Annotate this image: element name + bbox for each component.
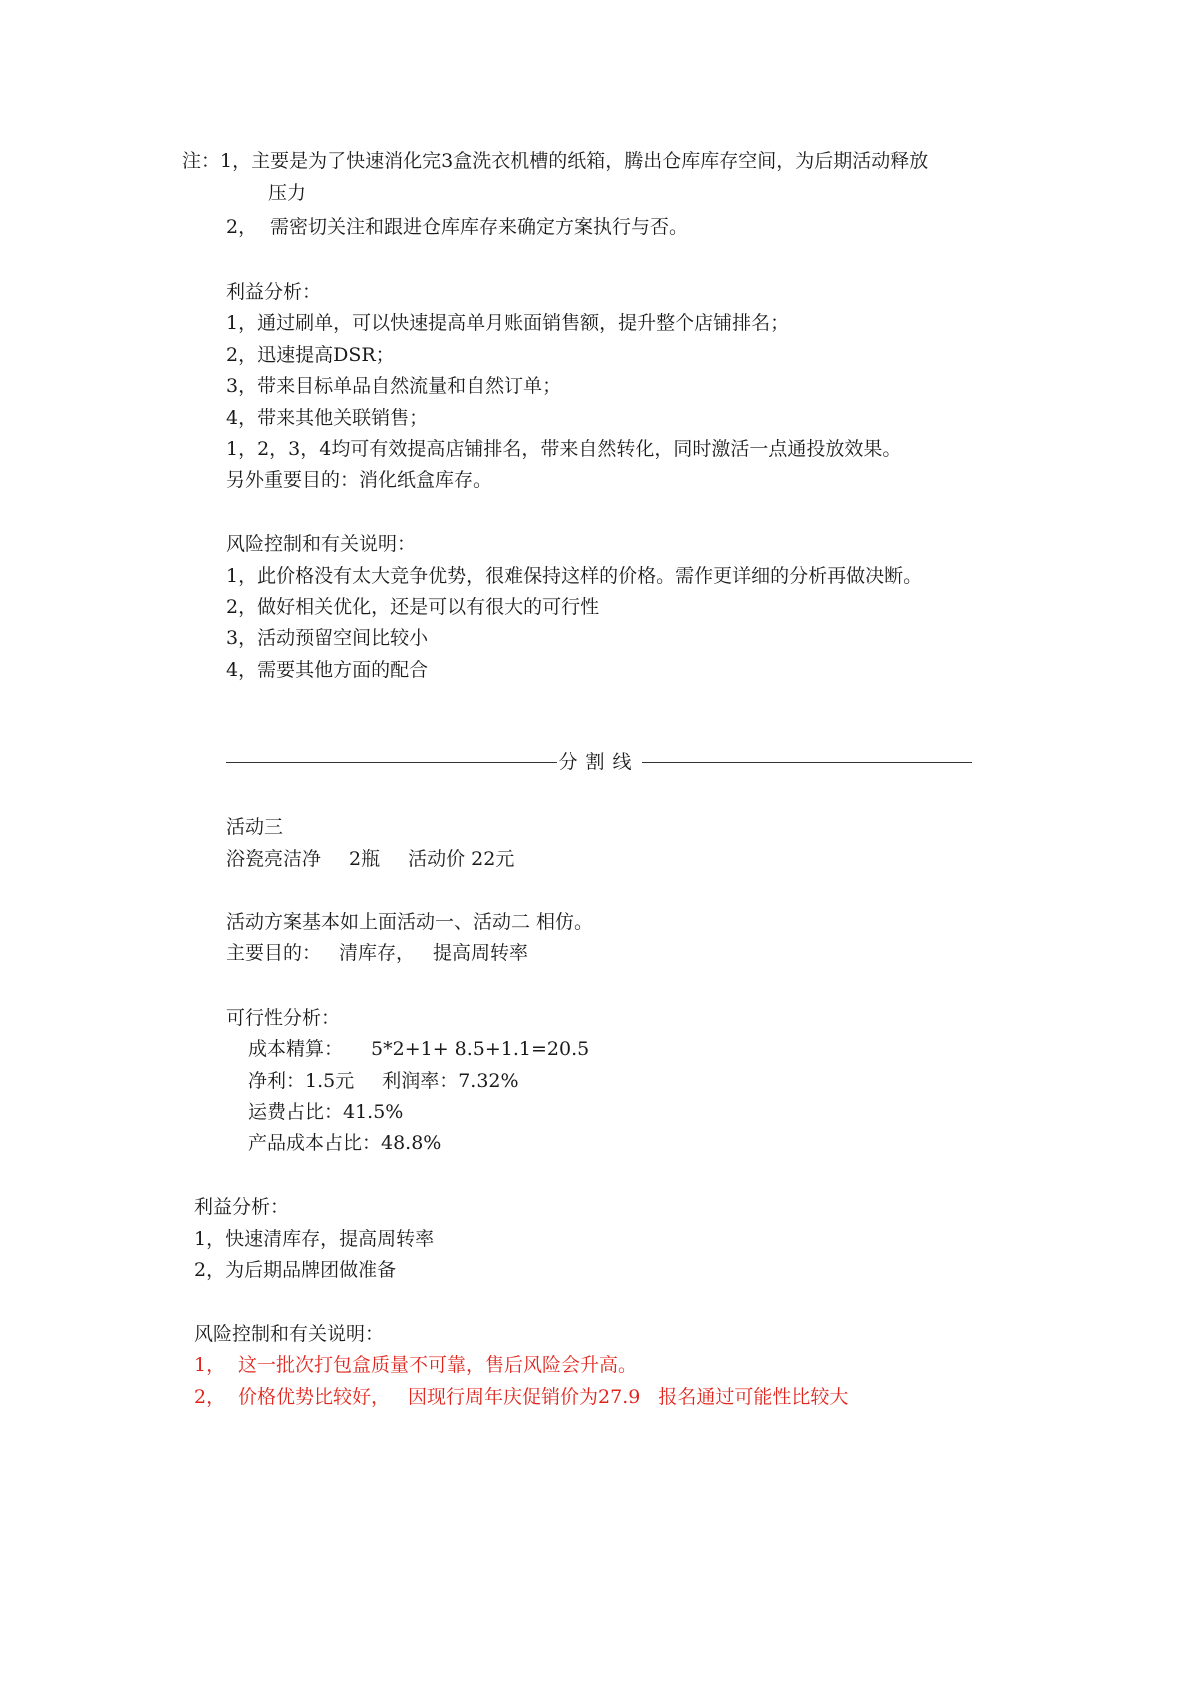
note-line-2 xyxy=(226,213,688,241)
note-prefix: 注： xyxy=(182,150,221,172)
activity3-price: 活动价 22元 xyxy=(408,848,515,870)
benefit2-title: 利益分析： xyxy=(194,1196,290,1218)
feasibility-title: 可行性分析： xyxy=(226,1007,341,1029)
risk2-item-2-text-b: 因现行周年庆促销价为27.9 xyxy=(408,1386,641,1408)
activity3-goal xyxy=(226,939,528,967)
feasibility-profit-row xyxy=(248,1067,519,1095)
feasibility-cost-formula: 5*2+1+ 8.5+1.1=20.5 xyxy=(371,1038,590,1060)
section-divider xyxy=(226,748,972,776)
risk1-item: 2，做好相关优化，还是可以有很大的可行性 xyxy=(226,596,600,618)
benefit1-item: 2，迅速提高DSR； xyxy=(226,344,395,366)
risk2-item-2-text-a: 价格优势比较好， xyxy=(238,1386,391,1408)
benefit1-item: 1，2，3，4均可有效提高店铺排名，带来自然转化，同时激活一点通投放效果。 xyxy=(226,438,902,460)
activity3-quantity: 2瓶 xyxy=(349,848,381,870)
note-item1-continuation: 压力 xyxy=(268,182,307,204)
divider-rule-left xyxy=(226,762,557,763)
risk1-item: 3，活动预留空间比较小 xyxy=(226,627,429,649)
risk1-item: 4，需要其他方面的配合 xyxy=(226,659,429,681)
benefit1-title: 利益分析： xyxy=(226,281,322,303)
activity3-goal-label: 主要目的： xyxy=(226,942,322,964)
risk2-item-2 xyxy=(194,1383,848,1411)
activity3-goal-a: 清库存， xyxy=(339,942,416,964)
risk2-item-1-text: 这一批次打包盒质量不可靠，售后风险会升高。 xyxy=(238,1354,638,1376)
feasibility-profit: 净利：1.5元 xyxy=(248,1070,355,1092)
divider-label: 分割线 xyxy=(558,751,640,773)
benefit1-item: 3，带来目标单品自然流量和自然订单； xyxy=(226,375,562,397)
note-item2-text: 需密切关注和跟进仓库库存来确定方案执行与否。 xyxy=(270,216,689,238)
note-item2-number: 2， xyxy=(226,216,258,238)
risk2-item-1 xyxy=(194,1351,637,1379)
benefit1-item: 4，带来其他关联销售； xyxy=(226,407,429,429)
activity3-summary xyxy=(226,845,514,873)
risk2-item-2-text-c: 报名通过可能性比较大 xyxy=(658,1386,849,1408)
benefit2-item: 1，快速清库存，提高周转率 xyxy=(194,1228,435,1250)
benefit2-item: 2，为后期品牌团做准备 xyxy=(194,1259,397,1281)
feasibility-freight: 运费占比：41.5% xyxy=(248,1101,404,1123)
note-item1-text: 主要是为了快速消化完3盒洗衣机槽的纸箱，腾出仓库库存空间，为后期活动释放 xyxy=(251,150,929,172)
benefit1-item: 1，通过刷单，可以快速提高单月账面销售额，提升整个店铺排名； xyxy=(226,312,790,334)
risk1-title: 风险控制和有关说明： xyxy=(226,533,417,555)
feasibility-cost-label: 成本精算： xyxy=(248,1038,344,1060)
feasibility-cost xyxy=(248,1035,589,1063)
risk2-item-2-number: 2， xyxy=(194,1386,226,1408)
risk1-item: 1，此价格没有太大竞争优势，很难保持这样的价格。需作更详细的分析再做决断。 xyxy=(226,565,923,587)
feasibility-product-cost: 产品成本占比：48.8% xyxy=(248,1132,442,1154)
risk2-title: 风险控制和有关说明： xyxy=(194,1323,385,1345)
activity3-plan: 活动方案基本如上面活动一、活动二 相仿。 xyxy=(226,911,594,933)
note-item1-number: 1， xyxy=(220,150,252,172)
divider-rule-right xyxy=(642,762,973,763)
note-line-1-continuation xyxy=(268,179,306,207)
feasibility-margin: 利润率：7.32% xyxy=(382,1070,519,1092)
note-line-1 xyxy=(182,147,928,175)
risk2-item-1-number: 1， xyxy=(194,1354,226,1376)
benefit1-item: 另外重要目的：消化纸盒库存。 xyxy=(226,469,493,491)
activity3-title: 活动三 xyxy=(226,816,284,838)
activity3-product: 浴瓷亮洁净 xyxy=(226,848,322,870)
activity3-goal-b: 提高周转率 xyxy=(433,942,529,964)
